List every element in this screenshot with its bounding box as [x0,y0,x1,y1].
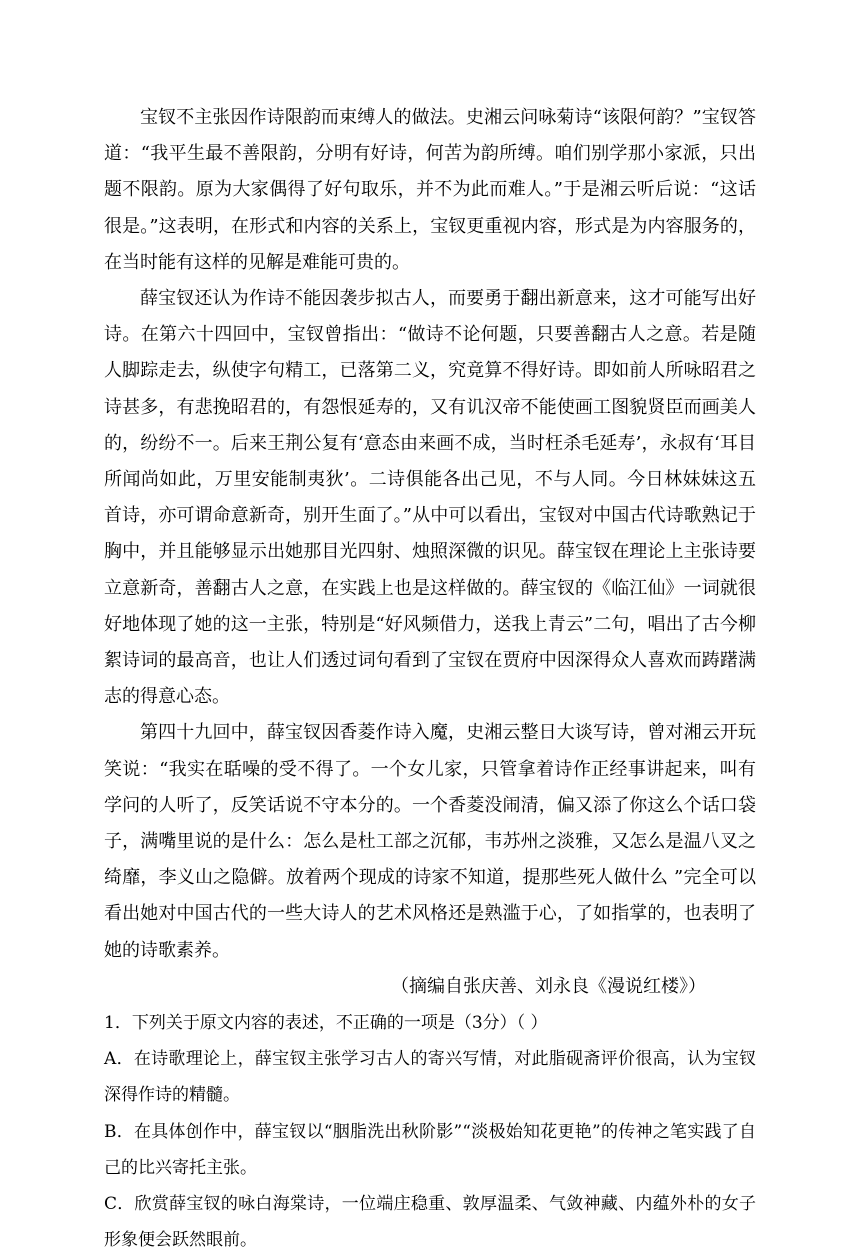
question-option-c: C．欣赏薛宝钗的咏白海棠诗，一位端庄稳重、敦厚温柔、气敛神藏、内蕴外朴的女子形象便会跃然眼前。 [104,1194,756,1251]
question-option-b: B．在具体创作中，薛宝钗以“胭脂洗出秋阶影”“淡极始知花更艳”的传神之笔实践了自己的比兴寄托主张。 [104,1121,756,1178]
article-paragraph-1: 宝钗不主张因作诗限韵而束缚人的做法。史湘云问咏菊诗“该限何韵？”宝钗答道：“我平生最不善限韵，分明有好诗，何苦为韵所缚。咱们别学那小家派，只出题不限韵。原为大家偶得了好句取乐，并不为此而难人。”于是湘云听后说：“这话很是。”这表明，在形式和内容的关系上，宝钗更重视内容，形式是为内容服务的，在当时能有这样的见解是难能可贵的。 [104,107,756,273]
source-citation: （摘编自张庆善、刘永良《漫说红楼》） [391,975,706,997]
question-option-a: A．在诗歌理论上，薛宝钗主张学习古人的寄兴写情，对此脂砚斋评价很高，认为宝钗深得作诗的精髓。 [104,1049,756,1106]
document-page [104,100,756,1259]
article-paragraph-2: 薛宝钗还认为作诗不能因袭步拟古人，而要勇于翻出新意来，这才可能写出好诗。在第六十四回中，宝钗曾指出：“做诗不论何题，只要善翻古人之意。若是随人脚踪走去，纵使字句精工，已落第二义，究竟算不得好诗。即如前人所咏昭君之诗甚多，有悲挽昭君的，有怨恨延寿的，又有讥汉帝不能使画工图貌贤臣而画美人的，纷纷不一。后来王荆公复有‘意态由来画不成，当时枉杀毛延寿’，永叔有‘耳目所闻尚如此，万里安能制夷狄’。二诗俱能各出己见，不与人同。今日林妹妹这五首诗，亦可谓命意新奇，别开生面了。”从中可以看出，宝钗对中国古代诗歌熟记于胸中，并且能够显示出她那目光四射、烛照深微的识见。薛宝钗在理论上主张诗要立意新奇，善翻古人之意，在实践上也是这样做的。薛宝钗的《临江仙》一词就很好地体现了她的这一主张，特别是“好风频借力，送我上青云”二句，唱出了古今柳絮诗词的最高音，也让人们透过词句看到了宝钗在贾府中因深得众人喜欢而踌躇满志的得意心态。 [104,288,756,708]
question-stem: 1．下列关于原文内容的表述，不正确的一项是（3分）（ ） [104,1013,548,1034]
article-paragraph-3: 第四十九回中，薛宝钗因香菱作诗入魔，史湘云整日大谈写诗，曾对湘云开玩笑说：“我实在聒噪的受不得了。一个女儿家，只管拿着诗作正经事讲起来，叫有学问的人听了，反笑话说不守本分的。一个香菱没闹清，偏又添了你这么个话口袋子，满嘴里说的是什么：怎么是杜工部之沉郁，韦苏州之淡雅，又怎么是温八叉之绮靡，李义山之隐僻。放着两个现成的诗家不知道，提那些死人做什么 ”完全可以看出她对中国古代的一些大诗人的艺术风格还是熟滥于心，了如指掌的，也表明了她的诗歌素养。 [104,722,756,961]
